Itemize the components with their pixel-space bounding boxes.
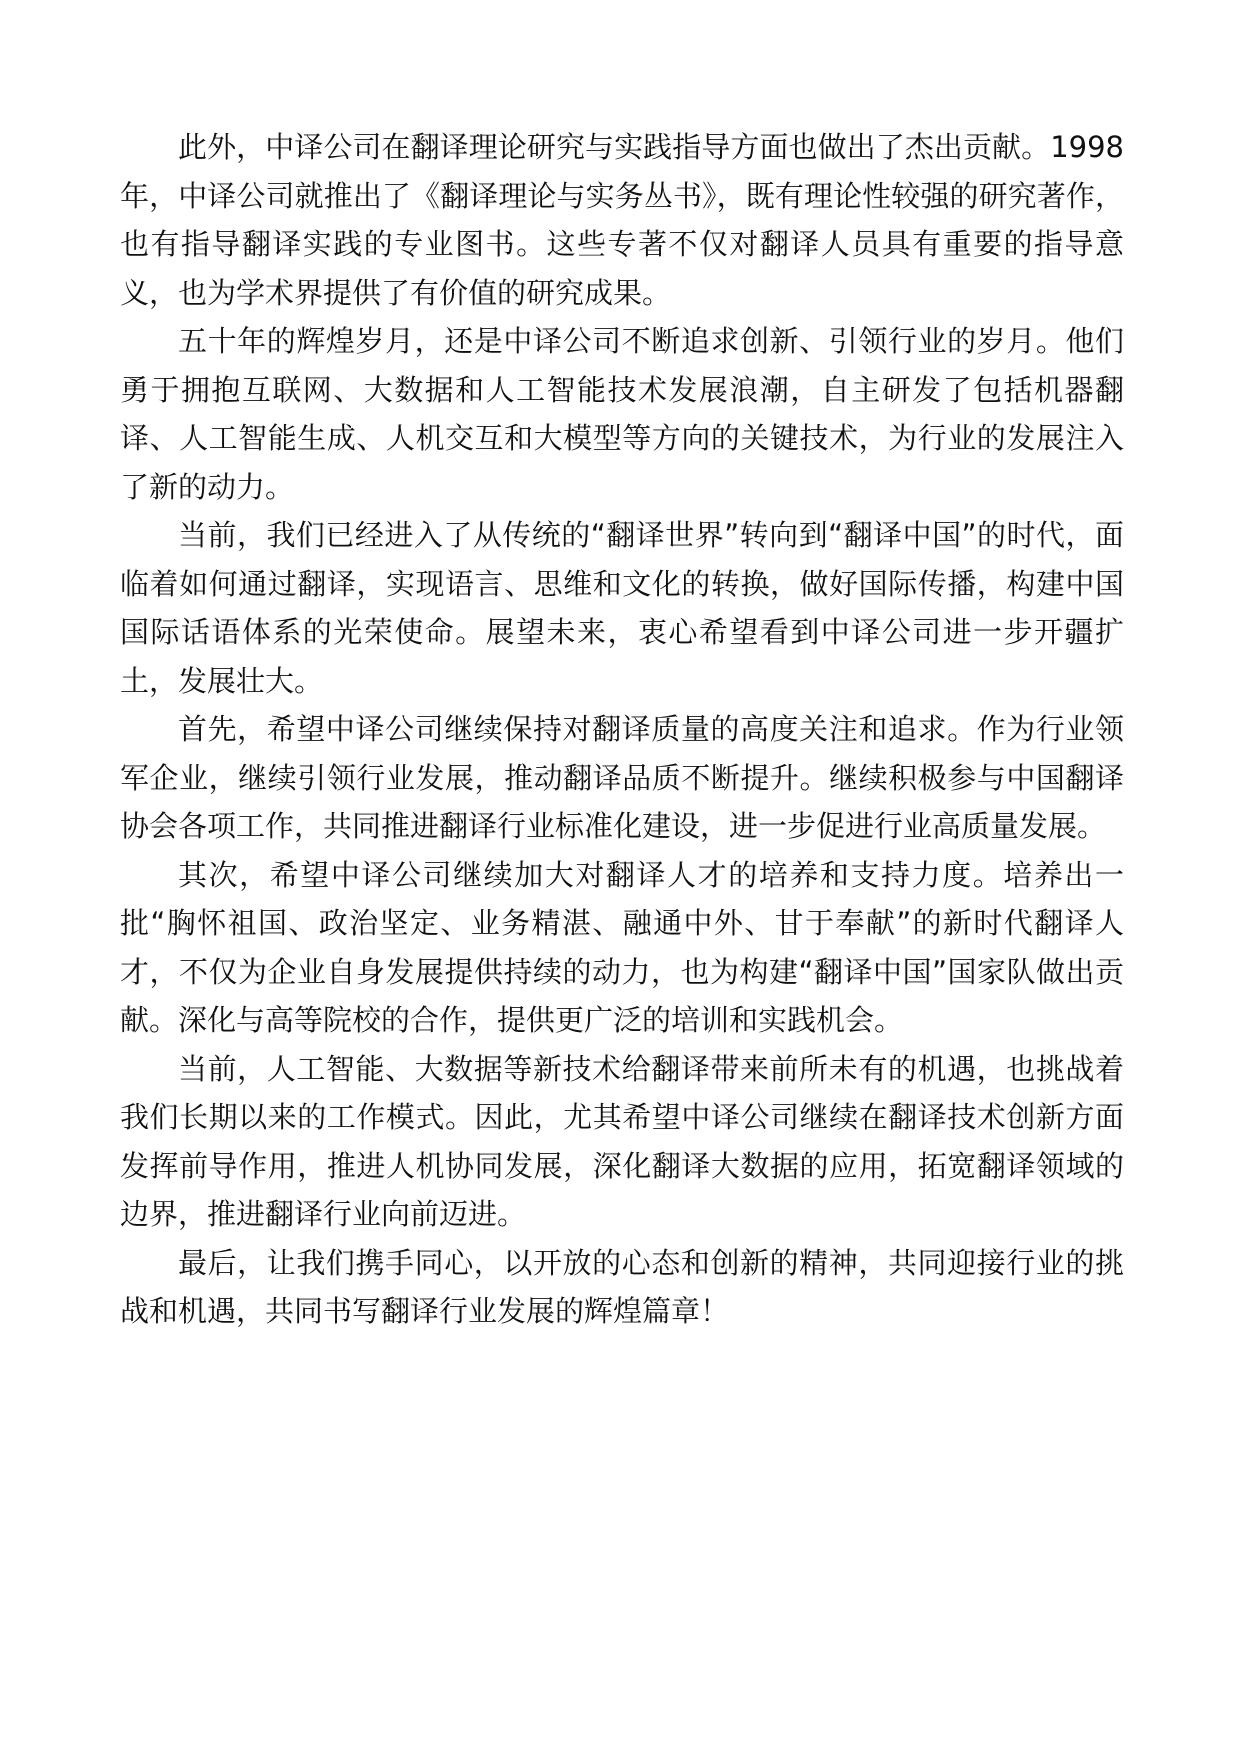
paragraph-5: 其次，希望中译公司继续加大对翻译人才的培养和支持力度。培养出一批“胸怀祖国、政治坚定、业务精湛、融通中外、甘于奉献”的新时代翻译人才，不仅为企业自身发展提供持续的动力，也为构建“翻译中国”国家队做出贡献。深化与高等院校的合作，提供更广泛的培训和实践机会。 [120, 857, 1124, 1037]
paragraph-2: 五十年的辉煌岁月，还是中译公司不断追求创新、引领行业的岁月。他们勇于拥抱互联网、大数据和人工智能技术发展浪潮，自主研发了包括机器翻译、人工智能生成、人机交互和大模型等方向的关键技术，为行业的发展注入了新的动力。 [120, 324, 1124, 504]
paragraph-3: 当前，我们已经进入了从传统的“翻译世界”转向到“翻译中国”的时代，面临着如何通过翻译，实现语言、思维和文化的转换，做好国际传播，构建中国国际话语体系的光荣使命。展望未来，衷心希望看到中译公司进一步开疆扩土，发展壮大。 [120, 518, 1124, 698]
paragraph-7: 最后，让我们携手同心，以开放的心态和创新的精神，共同迎接行业的挑战和机遇，共同书写翻译行业发展的辉煌篇章！ [120, 1245, 1124, 1328]
paragraph-6: 当前，人工智能、大数据等新技术给翻译带来前所未有的机遇，也挑战着我们长期以来的工作模式。因此，尤其希望中译公司继续在翻译技术创新方面发挥前导作用，推进人机协同发展，深化翻译大数据的应用，拓宽翻译领域的边界，推进翻译行业向前迈进。 [120, 1051, 1124, 1231]
paragraph-4: 首先，希望中译公司继续保持对翻译质量的高度关注和追求。作为行业领军企业，继续引领行业发展，推动翻译品质不断提升。继续积极参与中国翻译协会各项工作，共同推进翻译行业标准化建设，进一步促进行业高质量发展。 [120, 712, 1124, 843]
paragraph-1: 此外，中译公司在翻译理论研究与实践指导方面也做出了杰出贡献。1998年，中译公司就推出了《翻译理论与实务丛书》，既有理论性较强的研究著作，也有指导翻译实践的专业图书。这些专著不仅对翻译人员具有重要的指导意义，也为学术界提供了有价值的研究成果。 [120, 130, 1124, 310]
document-body [120, 123, 1124, 1336]
